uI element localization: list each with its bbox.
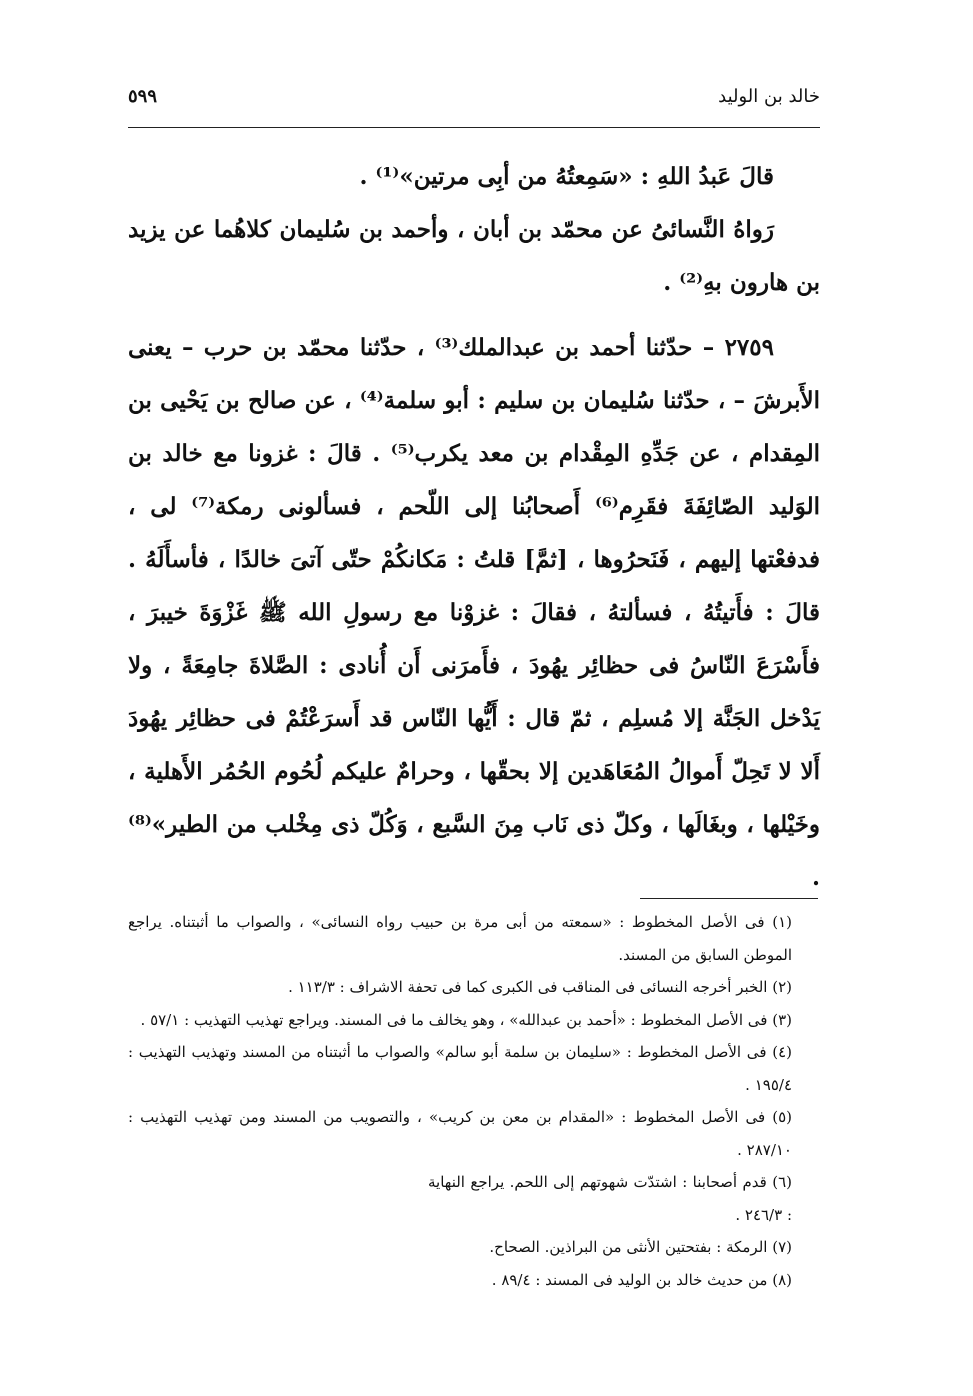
footnote-5: (٥) فى الأصل المخطوط : «المقدام بن معن بن كريب» ، والتصويب من المسند ومن تهذيب التهذيب : ٢٨٧/١٠ . <box>128 1108 792 1159</box>
footnote-8: (٨) من حديث خالد بن الوليد فى المسند : ٨٩/٤ . <box>491 1270 792 1289</box>
paragraph-hadith-2759: ٢٧٥٩ – حدّثنا أحمد بن عبدالملك⁽³⁾ ، حدّثنا محمّد بن حرب – يعنى الأَبرشَ – ، حدّثنا سُليمان بن سليم : أبو سلمة⁽⁴⁾ ، عن صالح بن يَحْيى بن المِقدام ، عن جَدِّهِ المِقْدام بن معد يكرب⁽⁵⁾ . قالَ : غزونا مع خالد بن الوَليد الصّائِفَةَ فقَرِم⁽⁶⁾ أَصحابُنا إلى اللّحم ، فسألونى رمكة⁽⁷⁾ لى ، فدفعْتها إليهم ، فَنَحرُوها ، [ثمَّ] قلتُ : مَكانكُمْ حتّى آتىَ خالدًا ، فأسأَلَهُ . قالَ : فأَتيتُهُ ، فسألتهُ ، فقالَ : غزوْنا مع رسولِ الله ﷺ غَزْوَةَ خيبرَ ، فأَسْرَعَ النّاسُ فى حظائِر يهُودَ ، فأَمرَنى أَن أُنادى : الصَّلاةَ جامِعَةً ، ولا يَدْخل الجَنَّة إلا مُسلِم ، ثمّ قال : أَيُّها النّاس قد أَسرَعْتُمْ فى حظائِر يهُودَ أَلا لا تَحِلّ أَموالُ المُعَاهَدين إلا بحقّها ، وحرامٌ عليكم لُحُوم الحُمُر الأَهلية ، وخَيْلها ، وبغَالَها ، وكلّ ذى نَاب مِنَ السَّبع ، وَكُلّ ذى مِخْلب من الطير»⁽⁸⁾ . <box>128 334 821 891</box>
page-number: ٥٩٩ <box>128 86 158 107</box>
footnote-1: (١) فى الأصل المخطوط : «سمعته من أبى مرة بن حبيب رواه النسائى» ، والصواب ما أثبتناه. يراجع الموطن السابق من المسند. <box>128 913 792 964</box>
footnotes <box>128 906 820 1296</box>
running-header <box>128 82 820 116</box>
footnote-2: (٢) الخبر أخرجه النسائى فى المناقب فى الكبرى كما فى تحفة الاشراف : ١١٣/٣ . <box>288 978 792 996</box>
footnote-6: (٦) قدم أصحابنا : اشتدّت شهوتهم إلى اللحم. يراجع النهاية : ٢٤٦/٣ . <box>428 1173 792 1224</box>
paragraph-narration: رَواهُ النَّسائىُ عن محمّد بن أبان ، وأحمد بن سُليمان كلاهُما عن يزيد بن هارون بهِ⁽²⁾ . <box>128 216 820 296</box>
footnote-3: (٣) فى الأصل المخطوط : «أحمد بن عبدالله» ، وهو يخالف ما فى المسند. ويراجع تهذيب التهذيب : ٥٧/١ . <box>140 1010 792 1029</box>
running-header-title: خالد بن الوليد <box>718 86 820 107</box>
footnote-4: (٤) فى الأصل المخطوط : «سليمان بن سلمة أبو سالم» والصواب ما أثبتناه من المسند وتهذيب التهذيب : ١٩٥/٤ . <box>128 1043 792 1094</box>
main-text <box>128 150 820 904</box>
footnote-rule <box>640 898 818 899</box>
paragraph-quote: قالَ عَبدُ اللهِ : «سَمِعتُهُ من أبِى مرتين»⁽¹⁾ . <box>359 163 774 190</box>
footnote-7: (٧) الرمكة : بفتحتين الأنثى من البراذين. الصحاح. <box>489 1238 792 1256</box>
header-rule <box>128 127 820 128</box>
